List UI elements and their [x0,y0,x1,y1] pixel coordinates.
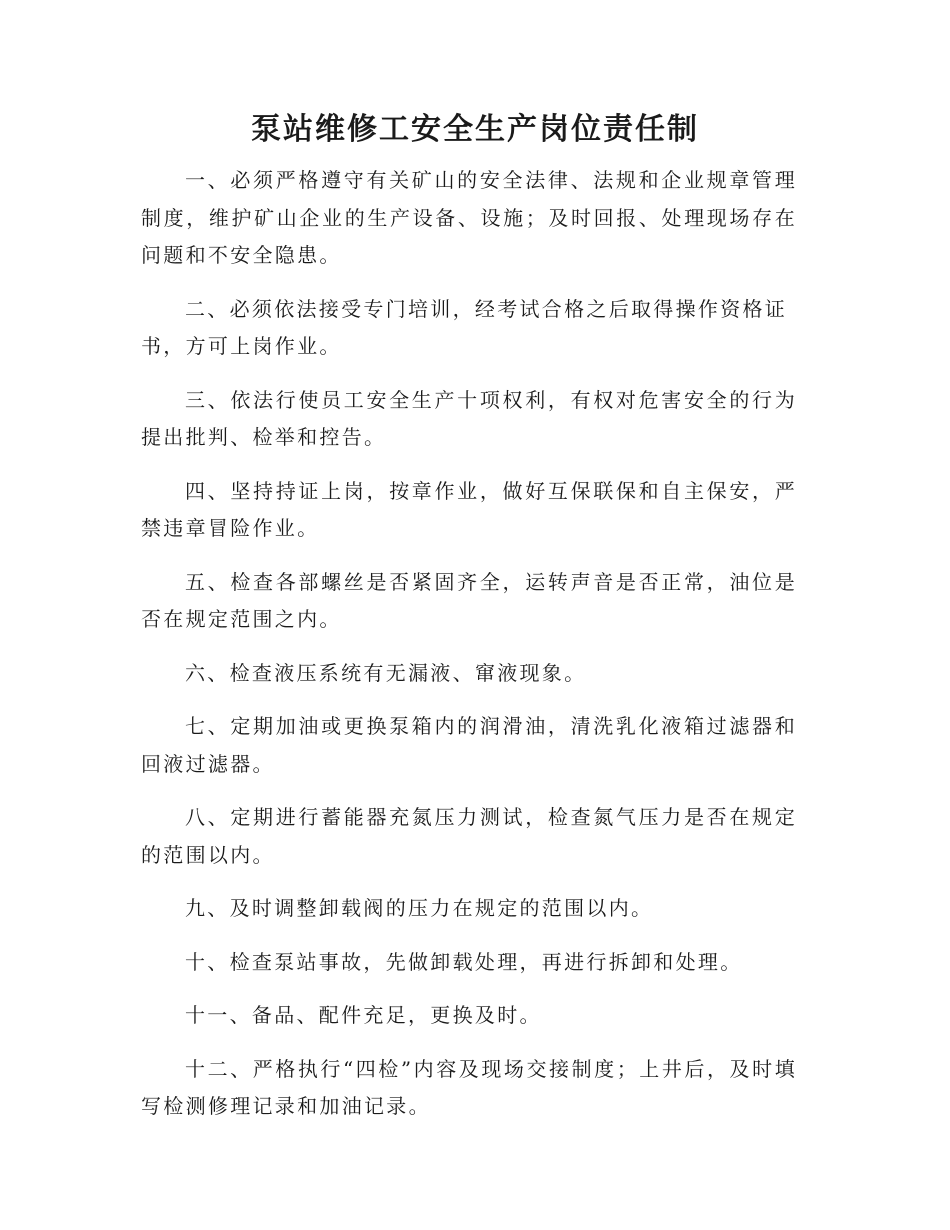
clause-3: 三、依法行使员工安全生产十项权利，有权对危害安全的行为提出批判、检举和控告。 [141,387,797,449]
clause-11: 十一、备品、配件充足，更换及时。 [185,1003,542,1027]
clause-7: 七、定期加油或更换泵箱内的润滑油，清洗乳化液箱过滤器和回液过滤器。 [141,714,797,776]
clause-5: 五、检查各部螺丝是否紧固齐全，运转声音是否正常，油位是否在规定范围之内。 [141,569,797,631]
clause-12: 十二、严格执行“四检”内容及现场交接制度；上井后，及时填写检测修理记录和加油记录。 [141,1056,797,1118]
clause-6: 六、检查液压系统有无漏液、窜液现象。 [185,660,587,685]
clause-10: 十、检查泵站事故，先做卸载处理，再进行拆卸和处理。 [185,949,743,974]
document-body [141,162,797,1142]
clause-9: 九、及时调整卸载阀的压力在规定的范围以内。 [185,896,654,920]
clause-4: 四、坚持持证上岗，按章作业，做好互保联保和自主保安，严禁违章冒险作业。 [141,478,797,540]
clause-1: 一、必须严格遵守有关矿山的安全法律、法规和企业规章管理制度，维护矿山企业的生产设备、设施；及时回报、处理现场存在问题和不安全隐患。 [141,168,797,267]
document-title: 泵站维修工安全生产岗位责任制 [251,112,699,147]
clause-8: 八、定期进行蓄能器充氮压力测试，检查氮气压力是否在规定的范围以内。 [141,805,797,867]
clause-2: 二、必须依法接受专门培训，经考试合格之后取得操作资格证 书，方可上岗作业。 [141,296,788,358]
